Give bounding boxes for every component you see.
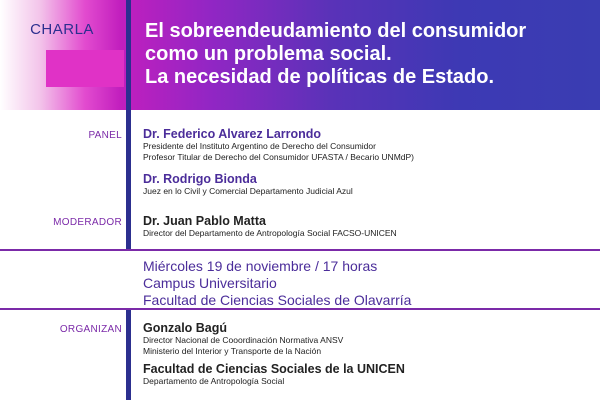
section-rule [0,308,600,310]
event-details [143,258,593,309]
decorative-pink-block [46,50,124,87]
organizers-label: ORGANIZAN [59,324,122,335]
event-type-tag: CHARLA [30,21,94,38]
panel-label: PANEL [88,130,122,141]
event-date: Miércoles 19 de noviembre / 17 horas [143,258,378,274]
title-line: La necesidad de políticas de Estado. [145,66,494,88]
event-title [145,20,595,89]
organizer-role: Director Nacional de Cooordinación Normativa ANSV [143,335,344,345]
organizer-role: Departamento de Antropología Social [143,376,285,386]
speaker-role: Presidente del Instituto Argentino de Derecho del Consumidor [143,141,376,151]
organizer-role: Ministerio del Interior y Transporte de la Nación [143,346,322,356]
speaker-role: Juez en lo Civil y Comercial Departamento Judicial Azul [143,186,353,196]
vertical-divider [126,308,131,400]
organizer-2 [143,362,593,387]
speaker-name: Dr. Rodrigo Bionda [143,172,257,186]
section-rule [0,249,600,251]
moderator-role: Director del Departamento de Antropología Social FACSO-UNICEN [143,228,397,238]
moderator [143,214,593,239]
header-banner [0,0,600,110]
speaker-role: Profesor Titular de Derecho del Consumidor UFASTA / Becario UNMdP) [143,152,415,162]
organizer-name: Facultad de Ciencias Sociales de la UNICEN [143,362,405,376]
speaker-name: Dr. Federico Alvarez Larrondo [143,127,322,141]
organizer-name: Gonzalo Bagú [143,321,228,335]
vertical-divider [126,0,131,250]
title-line: El sobreendeudamiento del consumidor [145,20,527,42]
organizer-1 [143,321,593,357]
moderator-name: Dr. Juan Pablo Matta [143,214,266,228]
event-venue: Campus Universitario [143,275,277,291]
speaker-2 [143,172,593,197]
event-place: Facultad de Ciencias Sociales de Olavarría [143,292,412,308]
title-line: como un problema social. [145,43,392,65]
speaker-1 [143,127,593,163]
moderator-label: MODERADOR [53,217,122,228]
